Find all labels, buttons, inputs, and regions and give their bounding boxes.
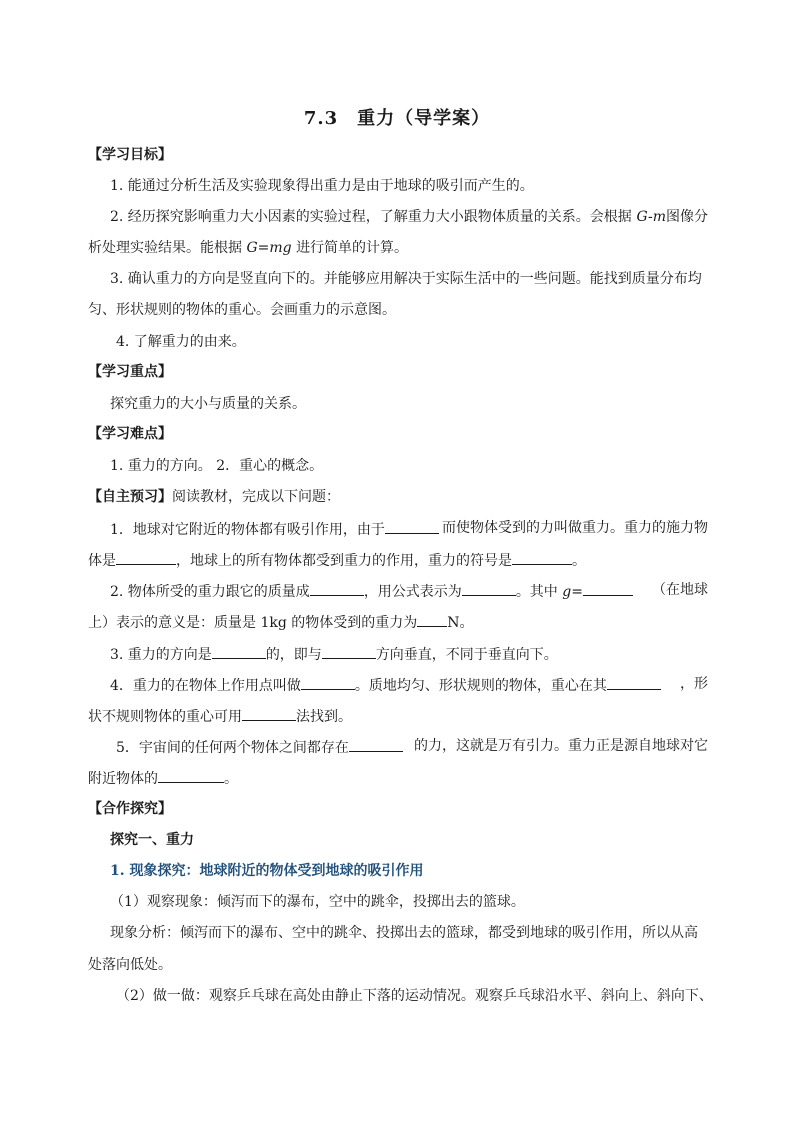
q1-text-e: 。 bbox=[572, 553, 586, 569]
preview-q4-line-1 bbox=[110, 674, 708, 696]
goal-4: 4. 了解重力的由来。 bbox=[116, 334, 246, 350]
q2-var-g: g bbox=[562, 584, 572, 600]
q5-blank-1[interactable] bbox=[349, 736, 403, 752]
goal-2-formula: G=mg bbox=[246, 240, 292, 256]
q4-text-c: ，形 bbox=[680, 676, 708, 692]
q5-text-c: 附近物体的 bbox=[88, 771, 158, 787]
q2-blank-4[interactable] bbox=[417, 611, 447, 627]
explore-p1: （1）观察现象：倾泻而下的瀑布，空中的跳伞，投掷出去的篮球。 bbox=[110, 894, 525, 910]
q2-blank-1[interactable] bbox=[310, 580, 364, 596]
preview-q3 bbox=[110, 643, 708, 665]
explore-heading: 探究一、重力 bbox=[110, 832, 194, 848]
q3-text-b: 的，即与 bbox=[265, 647, 322, 663]
preview-q2-line-2 bbox=[88, 611, 708, 633]
q1-text-d: ，地球上的所有物体都受到重力的作用，重力的符号是 bbox=[176, 553, 512, 569]
goal-2-var-gm: G-m bbox=[636, 209, 666, 225]
q3-text-a: 3. 重力的方向是 bbox=[110, 647, 212, 663]
section-cooperate: 【合作探究】 bbox=[88, 801, 172, 817]
section-preview: 【自主预习】 bbox=[88, 489, 172, 505]
q1-blank-1[interactable] bbox=[385, 518, 439, 534]
q3-blank-2[interactable] bbox=[322, 643, 376, 659]
q5-text-a: 5．宇宙间的任何两个物体之间都存在 bbox=[116, 740, 349, 756]
goal-2-text-b: 图像分 bbox=[666, 209, 708, 225]
q5-text-d: 。 bbox=[224, 771, 238, 787]
preview-q1-line-2 bbox=[88, 549, 708, 571]
explore-subheading: 1. 现象探究：地球附近的物体受到地球的吸引作用 bbox=[110, 863, 424, 879]
preview-q5-line-2 bbox=[88, 767, 708, 789]
goal-2-text-c: 析处理实验结果。能根据 bbox=[88, 240, 242, 256]
q4-blank-3[interactable] bbox=[242, 705, 296, 721]
q2-blank-3[interactable] bbox=[583, 580, 633, 596]
q2-text-f: N。 bbox=[447, 615, 474, 631]
q1-blank-2[interactable] bbox=[116, 549, 176, 565]
preview-q2-line-1 bbox=[110, 580, 708, 602]
goal-3-line-2: 匀、形状规则的物体的重心。会画重力的示意图。 bbox=[88, 302, 396, 318]
explore-p2-line-2: 处落向低处。 bbox=[88, 957, 172, 973]
q4-text-d: 状不规则物体的重心可用 bbox=[88, 709, 242, 725]
q4-blank-1[interactable] bbox=[301, 674, 355, 690]
q1-text-c: 体是 bbox=[88, 553, 116, 569]
q2-text-e: 上）表示的意义是：质量是 1kg 的物体受到的重力为 bbox=[88, 615, 418, 631]
goal-2-line-2 bbox=[88, 238, 708, 258]
preview-q5-line-1 bbox=[116, 736, 708, 758]
q4-blank-2[interactable] bbox=[607, 674, 661, 690]
q4-text-b: 。质地均匀、形状规则的物体，重心在其 bbox=[354, 678, 607, 694]
section-difficulty: 【学习难点】 bbox=[88, 426, 172, 442]
goal-3-line-1: 3. 确认重力的方向是竖直向下的。并能够应用解决于实际生活中的一些问题。能找到质量分布均 bbox=[110, 271, 702, 287]
q2-text-a: 2. 物体所受的重力跟它的质量成 bbox=[110, 584, 310, 600]
q1-text-b: 而使物体受到的力叫做重力。重力的施力物 bbox=[442, 520, 708, 536]
preview-q4-line-2 bbox=[88, 705, 708, 727]
preview-intro: 阅读教材，完成以下问题： bbox=[172, 489, 340, 505]
preview-q1-line-1 bbox=[110, 518, 708, 540]
q4-text-e: 法找到。 bbox=[296, 709, 352, 725]
page-title: 7.3 重力（导学案） bbox=[303, 108, 491, 129]
q3-blank-1[interactable] bbox=[212, 643, 266, 659]
section-key: 【学习重点】 bbox=[88, 364, 172, 380]
goal-2-line-1 bbox=[110, 207, 708, 227]
goal-2-text-a: 2. 经历探究影响重力大小因素的实验过程，了解重力大小跟物体质量的关系。会根据 bbox=[110, 209, 632, 225]
q2-text-d: （在地球 bbox=[652, 582, 708, 598]
q5-text-b: 的力，这就是万有引力。重力正是源自地球对它 bbox=[414, 738, 708, 754]
q5-blank-2[interactable] bbox=[158, 767, 224, 783]
q2-blank-2[interactable] bbox=[462, 580, 516, 596]
key-text: 探究重力的大小与质量的关系。 bbox=[110, 396, 306, 412]
q3-text-c: 方向垂直，不同于垂直向下。 bbox=[375, 647, 558, 663]
preview-heading-line bbox=[88, 487, 708, 507]
goal-1: 1. 能通过分析生活及实验现象得出重力是由于地球的吸引而产生的。 bbox=[110, 178, 534, 194]
q4-text-a: 4．重力的在物体上作用点叫做 bbox=[110, 678, 301, 694]
q2-text-b: ，用公式表示为 bbox=[363, 584, 462, 600]
q2-text-eq: = bbox=[571, 584, 583, 600]
difficulty-text: 1. 重力的方向。 2．重心的概念。 bbox=[110, 458, 324, 474]
q1-blank-3[interactable] bbox=[512, 549, 572, 565]
explore-p2-line-1: 现象分析：倾泻而下的瀑布、空中的跳伞、投掷出去的篮球，都受到地球的吸引作用，所以从高 bbox=[110, 925, 698, 941]
q1-text-a: 1．地球对它附近的物体都有吸引作用，由于 bbox=[110, 522, 385, 538]
q2-text-c: 。其中 bbox=[515, 584, 558, 600]
goal-2-text-d: 进行简单的计算。 bbox=[296, 240, 409, 256]
section-goals: 【学习目标】 bbox=[88, 147, 172, 163]
explore-p3: （2）做一做：观察乒乓球在高处由静止下落的运动情况。观察乒乓球沿水平、斜向上、斜向下、 bbox=[116, 988, 713, 1004]
